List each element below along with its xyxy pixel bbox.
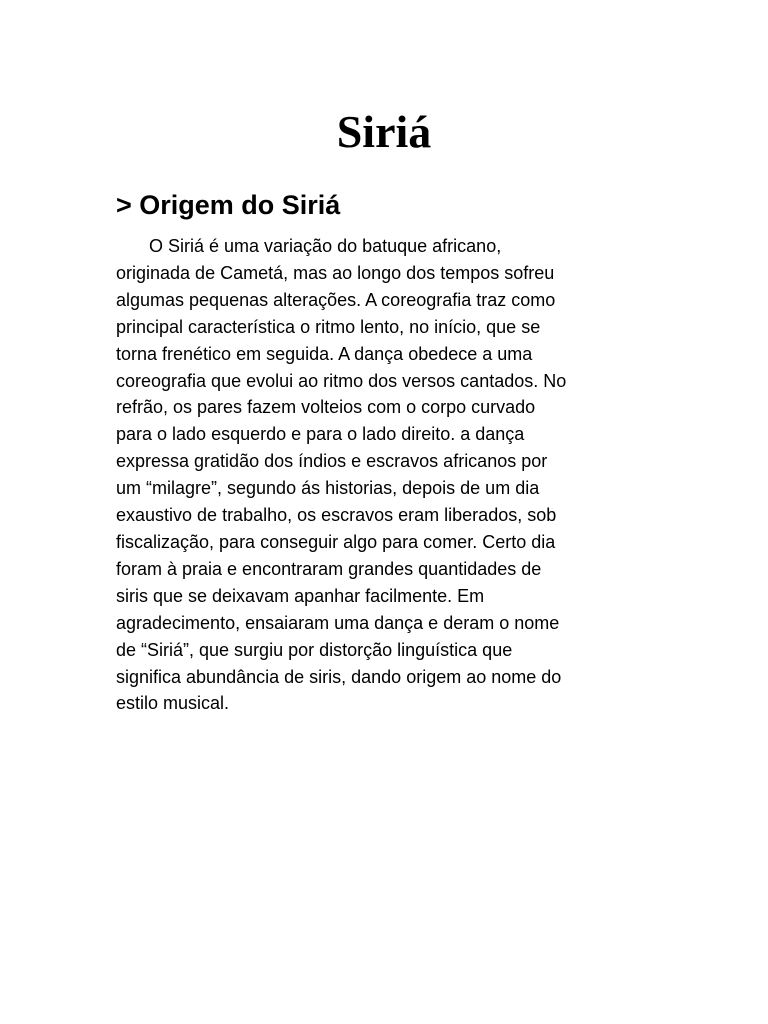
paragraph-line: siris que se deixavam apanhar facilmente. Em [116, 585, 485, 606]
body-paragraph [116, 233, 676, 717]
paragraph-line: foram à praia e encontraram grandes quantidades de [116, 558, 542, 579]
paragraph-line: originada de Cametá, mas ao longo dos tempos sofreu [116, 262, 555, 283]
paragraph-line: torna frenético em seguida. A dança obedece a uma [116, 343, 533, 364]
paragraph-line: agradecimento, ensaiaram uma dança e deram o nome [116, 612, 560, 633]
page-title: Siriá [336, 106, 432, 157]
paragraph-line: fiscalização, para conseguir algo para comer. Certo dia [116, 531, 556, 552]
paragraph-line: significa abundância de siris, dando origem ao nome do [116, 666, 562, 687]
section-heading: > Origem do Siriá [116, 190, 341, 220]
paragraph-line: algumas pequenas alterações. A coreografia traz como [116, 289, 556, 310]
paragraph-line: de “Siriá”, que surgiu por distorção linguística que [116, 639, 513, 660]
paragraph-line: O Siriá é uma variação do batuque africano, [149, 236, 502, 256]
paragraph-line: coreografia que evolui ao ritmo dos versos cantados. No [116, 370, 567, 391]
paragraph-line: para o lado esquerdo e para o lado direito. a dança [116, 424, 525, 445]
paragraph-line: principal característica o ritmo lento, no início, que se [116, 316, 541, 337]
paragraph-line: estilo musical. [116, 693, 230, 714]
paragraph-line: exaustivo de trabalho, os escravos eram liberados, sob [116, 505, 557, 526]
paragraph-line: expressa gratidão dos índios e escravos africanos por [116, 451, 548, 472]
paragraph-line: um “milagre”, segundo ás historias, depois de um dia [116, 478, 540, 499]
paragraph-line: refrão, os pares fazem volteios com o corpo curvado [116, 397, 536, 418]
